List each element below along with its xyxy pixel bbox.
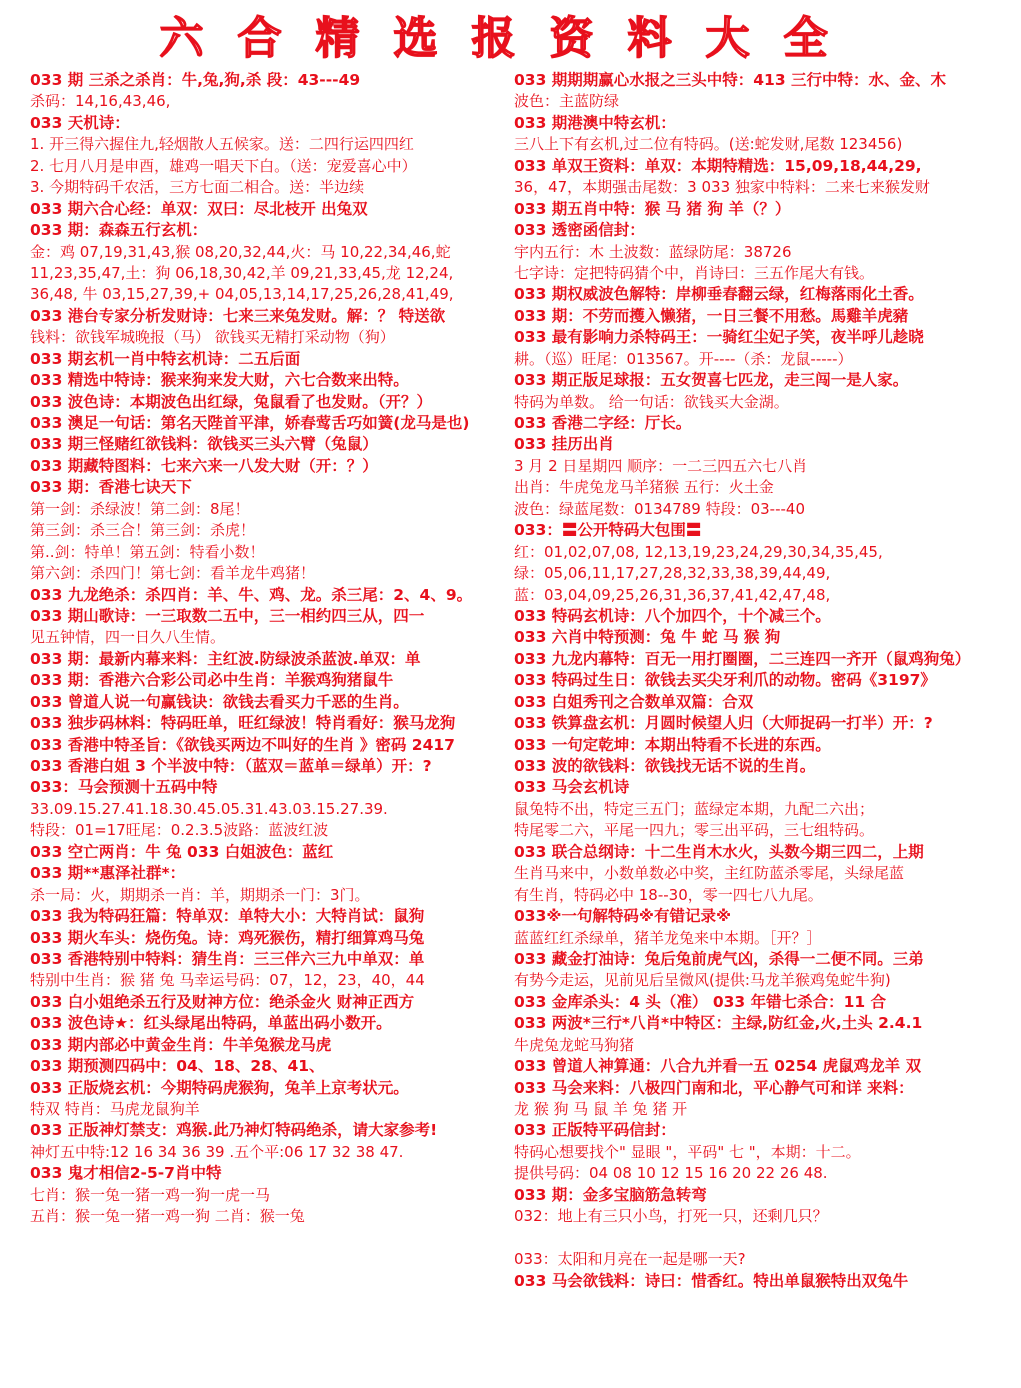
right-column-line: 033 曾道人神算通：八合九并看一五 0254 虎鼠鸡龙羊 双 (514, 1057, 922, 1076)
right-column-line: 七字诗：定把特码猜个中，肖诗曰：三五作尾大有钱。 (514, 263, 875, 282)
left-column-line: 033 香港中特圣旨：《欲钱买两边不叫好的生肖 》密码 2417 (30, 735, 455, 754)
left-column-line: 杀一局：火，期期杀一肖：羊，期期杀一门：3门。 (30, 885, 370, 904)
left-column-line: 033 期内部必中黄金生肖：牛羊兔猴龙马虎 (30, 1035, 332, 1054)
right-column-line: 033 期五肖中特：猴 马 猪 狗 羊（？） (514, 199, 791, 218)
left-column-line: 第..剑：特单！第五剑：特看小数！ (30, 542, 265, 561)
right-column-line: 033 期港澳中特玄机： (514, 113, 676, 132)
right-column-line: 耕。（巡）旺尾：013567。开----（杀：龙鼠-----） (514, 349, 853, 368)
right-column-line: 033 藏金打油诗：兔后兔前虎气凶，杀得一二便不同。三弟 (514, 949, 924, 968)
right-column-line: 有势今走运，见前见后呈微风(提供:马龙羊猴鸡兔蛇牛狗) (514, 971, 891, 990)
right-column-line: 生肖马来中，小数单数必中奖，主红防蓝杀零尾，头绿尾蓝 (514, 864, 905, 883)
right-column-line: 波色：主蓝防绿 (514, 92, 620, 111)
left-column-line: 033 波色诗★：红头绿尾出特码，单蓝出码小数开。 (30, 1014, 392, 1033)
right-column-line: 波色：绿蓝尾数：0134789 特段：03---40 (514, 499, 805, 518)
right-column-line: 033 马会欲钱料：诗曰：惜香红。特出单鼠猴特出双兔牛 (514, 1271, 909, 1290)
left-column-line: 1. 开三得六握住九,轻烟散人五候家。送：二四行运四四红 (30, 135, 414, 154)
left-column-line: 033 期：森森五行玄机： (30, 221, 208, 240)
left-column-line: 36,48, 牛 03,15,27,39,+ 04,05,13,14,17,25,26,28,41,49, (30, 285, 454, 304)
right-column-line: 033 正版特平码信封： (514, 1121, 676, 1140)
right-column-line: 033 透密函信封： (514, 221, 645, 240)
right-column-line: 033 期期期赢心水报之三头中特：413 三行中特：水、金、木 (514, 71, 947, 89)
right-column-line: 033 期：不劳而擭入懒猪，一日三餐不用愁。馬雞羊虎豬 (514, 306, 909, 325)
right-column-line: 绿：05,06,11,17,27,28,32,33,38,39,44,49, (514, 564, 831, 583)
right-column-line: 鼠兔特不出，特定三五门；蓝绿定本期，九配二六出； (514, 799, 875, 818)
right-column-line: 033 期正版足球报：五女贺喜七匹龙，走三闯一是人家。 (514, 371, 909, 390)
right-column-line: 033 期：金多宝脑筋急转弯 (514, 1185, 707, 1204)
left-column-line: 033 期三怪赌红欲钱料：欲钱买三头六臂（兔鼠） (30, 435, 378, 454)
right-column-line: 有生肖，特码必中 18--30，零一四七八九尾。 (514, 885, 823, 904)
right-column-line: 蓝：03,04,09,25,26,31,36,37,41,42,47,48, (514, 585, 831, 604)
right-column-line: 033 单双王资料：单双：本期特精选：15,09,18,44,29, (514, 156, 922, 175)
page-title: 六合精选报资料大全 (159, 13, 862, 64)
left-column-line: 033 正版神灯禁支：鸡猴.此乃神灯特码绝杀，请大家参考! (30, 1121, 438, 1140)
left-column-line: 033 波色诗：本期波色出红绿，兔鼠看了也发财。（开？） (30, 392, 433, 411)
right-column-line: 033 波的欲钱料：欲钱找无话不说的生肖。 (514, 757, 816, 775)
left-column-line: 七肖：猴一兔一猪一鸡一狗一虎一马 (30, 1185, 271, 1204)
left-column-line: 033 九龙绝杀：杀四肖：羊、牛、鸡、龙。杀三尾：2、4、9。 (30, 585, 473, 604)
left-column-line: 特段：01=17旺尾：0.2.3.5波路：蓝波红波 (30, 821, 329, 840)
right-column-line: 033 最有影响力杀特码王：一骑红尘妃子笑，夜半呼儿趁晓 (514, 328, 924, 347)
left-column-line: 第三剑：杀三合！第三剑：杀虎！ (30, 521, 256, 540)
left-column-line: 2. 七月八月是申酉，雄鸡一唱天下白。（送：宠爱喜心中） (30, 156, 417, 175)
right-column-line: 36，47，本期强击尾数：3 033 独家中特料：二来七来猴发财 (514, 178, 930, 197)
left-column-line: 033 正版烧玄机：今期特码虎猴狗，兔羊上京考状元。 (30, 1078, 409, 1097)
left-column-line: 033 期：香港六合彩公司必中生肖：羊猴鸡狗猪鼠牛 (30, 671, 394, 690)
left-column-line: 033 期藏特图料：七来六来一八发大财（开：？） (30, 456, 378, 475)
right-column-line: 033 两波*三行*八肖*中特区：主绿,防红金,火,土头 2.4.1 (514, 1014, 923, 1033)
right-column-line: 033 特码玄机诗：八个加四个，十个减三个。 (514, 606, 831, 625)
left-column-line: 见五钟情，四一日久八生情。 (30, 628, 226, 647)
right-column-line: 蓝蓝红红杀绿单，猪羊龙兔来中本期。［开？］ (514, 928, 822, 947)
left-column-line: 033 期山歌诗：一三取数二五中，三一相约四三从，四一 (30, 606, 425, 625)
left-column-line: 033 期六合心经：单双：双曰：尽北枝开 出兔双 (30, 199, 368, 218)
right-column-line: 提供号码：04 08 10 12 15 16 20 22 26 48. (514, 1164, 828, 1183)
right-column-line: 红：01,02,07,08, 12,13,19,23,24,29,30,34,35,45, (514, 542, 883, 561)
right-column-line: 033 期权威波色解特：岸柳垂春翻云绿，红梅落雨化土香。 (514, 285, 924, 304)
right-column-line: 033 特码过生日：欲钱去买尖牙利爪的动物。密码《3197》 (514, 671, 936, 690)
left-column (30, 70, 506, 1382)
right-column-line: 033：太阳和月亮在一起是哪一天? (514, 1250, 746, 1269)
right-column-line: 特码为单数。 给一句话：欲钱买大金湖。 (514, 392, 789, 411)
left-column-line: 033 独步码林料：特码旺单，旺红绿波！特肖看好：猴马龙狗 (30, 714, 456, 733)
left-column-line: 第六剑：杀四门！第七剑：看羊龙牛鸡猪！ (30, 564, 316, 583)
left-column-line: 五肖：猴一兔一猪一鸡一狗 二肖：猴一兔 (30, 1207, 305, 1226)
left-column-line: 第一剑：杀绿波！第二剑：8尾！ (30, 499, 250, 518)
right-column-line (514, 1228, 990, 1249)
right-column-line: 出肖：牛虎兔龙马羊猪猴 五行：火土金 (514, 478, 774, 497)
left-column-line: 特双 特肖：马虎龙鼠狗羊 (30, 1100, 200, 1118)
left-column-line: 33.09.15.27.41.18.30.45.05.31.43.03.15.27.39. (30, 799, 388, 818)
right-column-line: 牛虎兔龙蛇马狗猪 (514, 1035, 635, 1054)
right-column-line: 033 一句定乾坤：本期出特看不长进的东西。 (514, 735, 831, 754)
left-column-line: 033：马会预测十五码中特 (30, 778, 218, 797)
left-column-line: 033 香港白姐 3 个半波中特：（蓝双＝蓝单＝绿单）开：? (30, 757, 432, 775)
left-column-line: 033 鬼才相信2-5-7肖中特 (30, 1164, 222, 1183)
left-column-line: 033 期 三杀之杀肖：牛,兔,狗,杀 段：43---49 (30, 71, 361, 89)
left-column-line: 3. 今期特码千农活，三方七面二相合。送：半边续 (30, 178, 365, 197)
left-column-line: 033 香港特别中特料：猜生肖：三三伴六三九中单双：单 (30, 949, 425, 968)
left-column-line: 033 空亡两肖：牛 兔 033 白姐波色：蓝红 (30, 842, 334, 861)
right-column-line: 龙 猴 狗 马 鼠 羊 兔 猪 开 (514, 1100, 688, 1118)
left-column-line: 钱料：欲钱军城晚报（马） 欲钱买无精打采动物（狗） (30, 328, 395, 347)
right-column-line: 033：〓公开特码大包围〓 (514, 521, 702, 540)
left-column-line: 033 曾道人说一句赢钱诀：欲钱去看买力千恶的生肖。 (30, 692, 409, 711)
right-column-line: 033 六肖中特预测：兔 牛 蛇 马 猴 狗 (514, 628, 781, 647)
right-column-line: 033 挂历出肖 (514, 435, 614, 454)
right-column-line: 033 联合总纲诗：十二生肖木水火，头数今期三四二，上期 (514, 842, 924, 861)
left-column-line: 033 期：最新内幕来料：主红波.防绿波杀蓝波.单双：单 (30, 649, 421, 668)
left-column-line: 神灯五中特:12 16 34 36 39 .五个平:06 17 32 38 47. (30, 1142, 404, 1161)
left-column-line: 033 期玄机一肖中特玄机诗：二五后面 (30, 349, 301, 368)
left-column-line: 033 我为特码狂篇：特单双：单特大小：大特肖试：鼠狗 (30, 907, 425, 926)
left-column-line: 特别中生肖：猴 猪 兔 马幸运号码：07，12，23，40，44 (30, 971, 425, 990)
right-column-line: 033 马会来料：八极四门南和北，平心静气可和详 来料： (514, 1078, 914, 1097)
right-column-line: 特尾零二六，平尾一四九；零三出平码，三七组特码。 (514, 821, 875, 840)
right-column-line: 033 香港二字经：厅长。 (514, 414, 692, 432)
right-column-line: 三八上下有玄机,过二位有特码。(送:蛇发财,尾数 123456) (514, 135, 903, 154)
right-column-line: 033※一句解特码※有错记录※ (514, 907, 732, 926)
left-column-line: 金：鸡 07,19,31,43,猴 08,20,32,44,火：马 10,22,34,46,蛇 (30, 242, 451, 261)
left-column-line: 033 期预测四码中：04、18、28、41、 (30, 1057, 325, 1076)
left-column-line: 033 天机诗： (30, 113, 130, 132)
right-column-line: 032：地上有三只小鸟，打死一只，还剩几只？ (514, 1207, 828, 1226)
right-column-line: 033 铁算盘玄机：月圆时候望人归（大师捉码一打半）开：? (514, 714, 933, 733)
left-column-line: 033 期：香港七诀天下 (30, 478, 192, 497)
right-column-line: 3 月 2 日星期四 顺序：一二三四五六七八肖 (514, 456, 808, 475)
left-column-line: 033 期**惠泽社群*： (30, 864, 186, 883)
right-column-line: 033 白姐秀刊之合数单双篇：合双 (514, 692, 754, 711)
left-column-line: 033 白小姐绝杀五行及财神方位：绝杀金火 财神正西方 (30, 992, 415, 1011)
right-column-line: 033 金库杀头：4 头（准） 033 年错七杀合：11 合 (514, 992, 887, 1011)
left-column-line: 杀码：14,16,43,46, (30, 92, 171, 111)
right-column-line: 033 九龙内幕特：百无一用打圈圈，二三连四一齐开（鼠鸡狗兔） (514, 649, 971, 668)
right-column-line: 宇内五行：木 土波数：蓝绿防尾：38726 (514, 242, 792, 261)
right-column (514, 70, 990, 1382)
left-column-line: 033 澳足一句话：第名天陛首平津，娇春莺舌巧如簧(龙马是也) (30, 414, 470, 432)
left-column-line: 033 期火车头：烧伤兔。诗：鸡死猴伤，精打细算鸡马兔 (30, 928, 425, 947)
right-column-line: 033 马会玄机诗 (514, 778, 630, 797)
left-column-line: 033 精选中特诗：猴来狗来发大财，六七合数来出特。 (30, 371, 409, 390)
left-column-line: 11,23,35,47,土：狗 06,18,30,42,羊 09,21,33,45,龙 12,24, (30, 263, 454, 282)
left-column-line: 033 港台专家分析发财诗：七来三来兔发财。解：？ 特送欲 (30, 306, 446, 325)
right-column-line: 特码心想要找个" 显眼 "，平码" 七 "，本期：十二。 (514, 1142, 861, 1161)
